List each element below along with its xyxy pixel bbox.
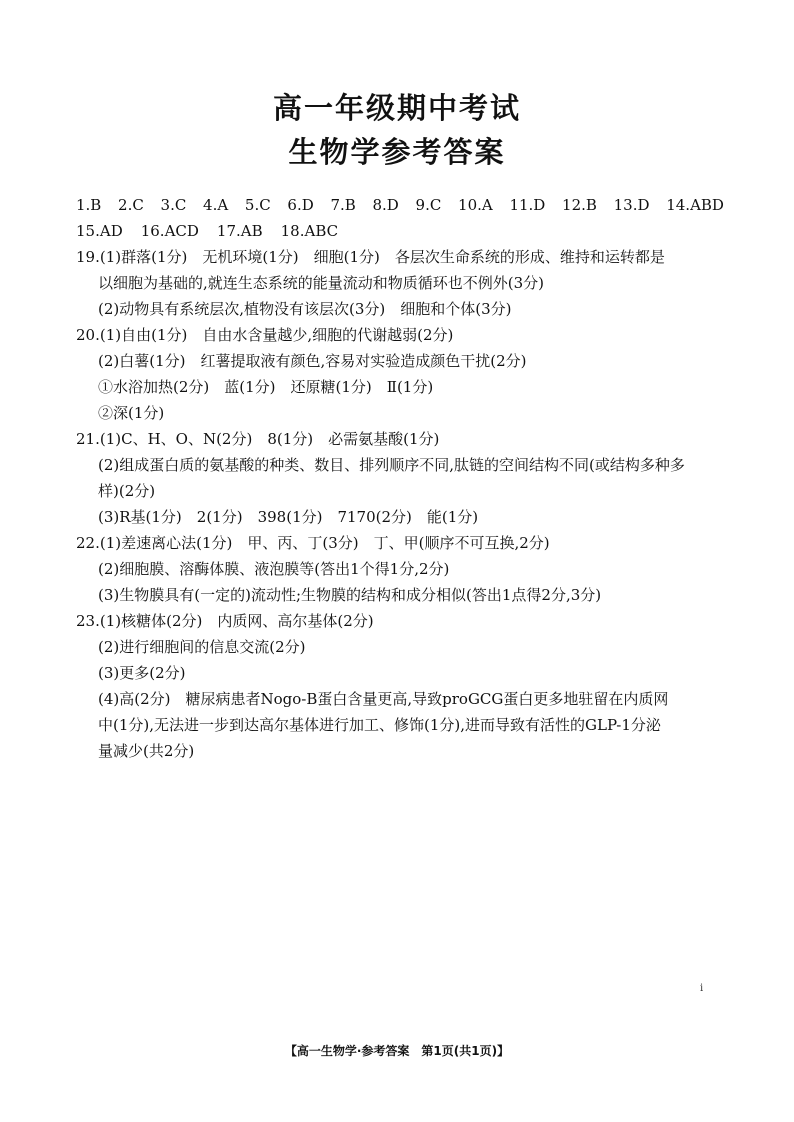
q21-line-1: 21.(1)C、H、O、N(2分) 8(1分) 必需氨基酸(1分) bbox=[76, 430, 440, 448]
q22-line-3: (3)生物膜具有(一定的)流动性;生物膜的结构和成分相似(答出1点得2分,3分) bbox=[98, 586, 602, 604]
q20-line-4: ②深(1分) bbox=[98, 404, 165, 422]
mc-answer: 3.C bbox=[160, 196, 187, 214]
page-footer: 【高一生物学·参考答案 第1页(共1页)】 bbox=[284, 1044, 510, 1058]
answer-body bbox=[76, 192, 724, 764]
q19-line-3: (2)动物具有系统层次,植物没有该层次(3分) 细胞和个体(3分) bbox=[98, 300, 512, 318]
q23-line-3: (3)更多(2分) bbox=[98, 664, 186, 682]
q21-line-3: 样)(2分) bbox=[98, 482, 156, 500]
mc-answer: 6.D bbox=[287, 196, 314, 214]
q19-line-2: 以细胞为基础的,就连生态系统的能量流动和物质循环也不例外(3分) bbox=[98, 274, 545, 292]
mc-answer: 16.ACD bbox=[140, 222, 199, 240]
mc-answers-row-2 bbox=[76, 218, 724, 244]
q21-line-2: (2)组成蛋白质的氨基酸的种类、数目、排列顺序不同,肽链的空间结构不同(或结构多种多 bbox=[98, 456, 685, 474]
mc-answer: 14.ABD bbox=[666, 196, 724, 214]
q22-line-1: 22.(1)差速离心法(1分) 甲、丙、丁(3分) 丁、甲(顺序不可互换,2分) bbox=[76, 534, 550, 552]
q23-line-6: 量减少(共2分) bbox=[98, 742, 195, 760]
mc-answer: 18.ABC bbox=[280, 222, 339, 240]
mc-answer: 2.C bbox=[118, 196, 144, 214]
document-title: 高一年级期中考试 bbox=[272, 91, 521, 125]
q20-line-2: (2)白薯(1分) 红薯提取液有颜色,容易对实验造成颜色干扰(2分) bbox=[98, 352, 527, 370]
margin-mark: i bbox=[700, 983, 704, 994]
q20-line-3: ①水浴加热(2分) 蓝(1分) 还原糖(1分) Ⅱ(1分) bbox=[98, 378, 434, 396]
mc-answer: 8.D bbox=[372, 196, 399, 214]
q22-line-2: (2)细胞膜、溶酶体膜、液泡膜等(答出1个得1分,2分) bbox=[98, 560, 450, 578]
q21-line-4: (3)R基(1分) 2(1分) 398(1分) 7170(2分) 能(1分) bbox=[98, 508, 479, 526]
q23-line-4: (4)高(2分) 糖尿病患者Nogo-B蛋白含量更高,导致proGCG蛋白更多地驻留在内质网 bbox=[98, 690, 669, 708]
mc-answer: 4.A bbox=[203, 196, 229, 214]
mc-answer: 7.B bbox=[330, 196, 356, 214]
q23-line-2: (2)进行细胞间的信息交流(2分) bbox=[98, 638, 306, 656]
q23-line-5: 中(1分),无法进一步到达高尔基体进行加工、修饰(1分),进而导致有活性的GLP-1分泌 bbox=[98, 716, 661, 734]
mc-answer: 1.B bbox=[76, 196, 102, 214]
q23-line-1: 23.(1)核糖体(2分) 内质网、高尔基体(2分) bbox=[76, 612, 374, 630]
mc-answer: 12.B bbox=[562, 196, 597, 214]
mc-answer: 13.D bbox=[613, 196, 650, 214]
q20-line-1: 20.(1)自由(1分) 自由水含量越少,细胞的代谢越弱(2分) bbox=[76, 326, 454, 344]
mc-answer: 11.D bbox=[509, 196, 546, 214]
document-subtitle: 生物学参考答案 bbox=[288, 135, 506, 169]
mc-answer: 9.C bbox=[415, 196, 442, 214]
mc-answers-row-1 bbox=[76, 192, 724, 218]
q19-line-1: 19.(1)群落(1分) 无机环境(1分) 细胞(1分) 各层次生命系统的形成、维持和运转都是 bbox=[76, 248, 665, 266]
mc-answer: 17.AB bbox=[216, 222, 263, 240]
mc-answer: 10.A bbox=[458, 196, 493, 214]
mc-answer: 5.C bbox=[244, 196, 271, 214]
mc-answer: 15.AD bbox=[76, 222, 123, 240]
